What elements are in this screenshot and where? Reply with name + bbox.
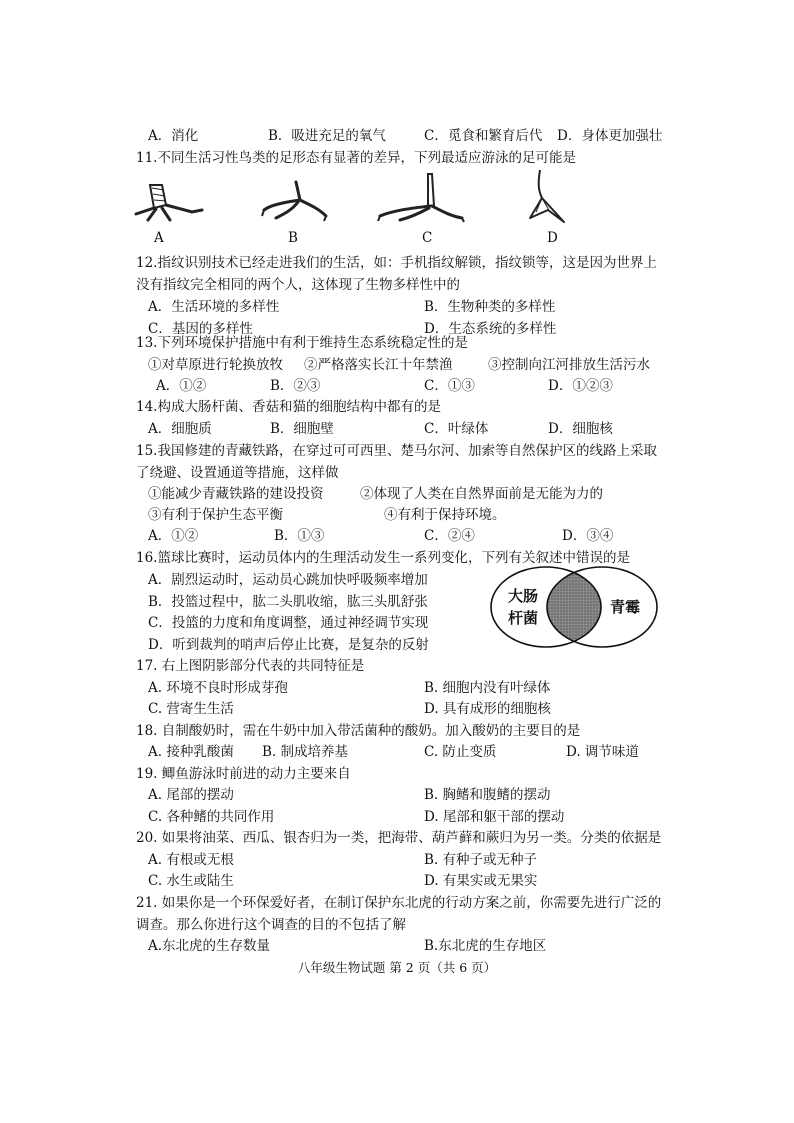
page-footer: 八年级生物试题 第 2 页（共 6 页）	[297, 960, 497, 975]
q13-option-a: A．①②	[156, 378, 207, 394]
q11-stem: 11.不同生活习性鸟类的足形态有显著的差异，下列最适应游泳的足可能是	[136, 150, 576, 166]
q10-option-d: D．身体更加强壮	[557, 128, 663, 144]
q12-stem-line1: 12.指纹识别技术已经走进我们的生活，如：手机指纹解锁，指纹锁等，这是因为世界上	[136, 255, 657, 271]
q10-option-c: C．觅食和繁育后代	[424, 128, 543, 144]
q11-label-c: C	[422, 230, 433, 246]
q19-stem: 19. 鲫鱼游泳时前进的动力主要来自	[136, 766, 351, 782]
q15-stem-line1: 15.我国修建的青藏铁路，在穿过可可西里、楚马尔河、加索等自然保护区的线路上采取	[136, 443, 657, 459]
q13-item-2: ②严格落实长江十年禁渔	[304, 357, 453, 373]
q13-option-d: D．①②③	[548, 378, 613, 394]
q13-item-1: ①对草原进行轮换放牧	[148, 357, 283, 373]
q16-option-b: B．投篮过程中，肱二头肌收缩，肱三头肌舒张	[148, 594, 428, 610]
q12-option-d: D．生态系统的多样性	[424, 321, 557, 337]
q19-option-b: B. 胸鳍和腹鳍的摆动	[424, 787, 551, 803]
venn-left-label-line2: 杆菌	[508, 609, 539, 627]
q15-option-a: A．①②	[148, 528, 199, 544]
q11-label-b: B	[288, 230, 298, 246]
bird-foot-icon	[130, 180, 210, 225]
q19-option-d: D. 尾部和躯干部的摆动	[424, 809, 565, 825]
q11-label-d: D	[547, 230, 558, 246]
webbed-foot-icon	[516, 168, 576, 226]
q15-item-3: ③有利于保护生态平衡	[148, 507, 283, 523]
q20-stem: 20. 如果将油菜、西瓜、银杏归为一类，把海带、葫芦藓和蕨归为另一类。分类的依据是	[136, 830, 662, 846]
q18-stem: 18. 自制酸奶时，需在牛奶中加入带活菌种的酸奶。加入酸奶的主要目的是	[136, 723, 581, 739]
q10-option-a: A．消化	[148, 128, 199, 144]
bird-talon-icon	[374, 172, 469, 224]
q17-option-d: D. 具有成形的细胞核	[424, 701, 551, 717]
q19-option-a: A. 尾部的摆动	[148, 787, 234, 803]
q17-option-c: C. 营寄生生活	[148, 701, 234, 717]
q18-option-b: B. 制成培养基	[262, 744, 349, 760]
q11-label-a: A	[154, 230, 164, 246]
q10-option-b: B．吸进充足的氧气	[268, 128, 386, 144]
q12-stem-line2: 没有指纹完全相同的两个人，这体现了生物多样性中的	[136, 277, 460, 293]
q20-option-d: D. 有果实或无果实	[424, 873, 538, 889]
q14-option-c: C．叶绿体	[424, 421, 489, 437]
q15-item-4: ④有利于保持环境。	[384, 507, 506, 523]
q16-option-c: C．投篮的力度和角度调整，通过神经调节实现	[148, 615, 429, 631]
q13-option-c: C．①③	[424, 378, 475, 394]
q12-option-b: B．生物种类的多样性	[424, 299, 556, 315]
q17-option-a: A. 环境不良时形成芽孢	[148, 680, 288, 696]
q15-option-c: C．②④	[424, 528, 475, 544]
q15-item-2: ②体现了人类在自然界面前是无能为力的	[360, 486, 603, 502]
q18-option-c: C. 防止变质	[424, 744, 497, 760]
q13-stem: 13.下列环境保护措施中有利于维持生态系统稳定性的是	[136, 335, 468, 351]
q13-option-b: B．②③	[270, 378, 321, 394]
q17-stem: 17. 右上图阴影部分代表的共同特征是	[136, 658, 365, 674]
q16-stem: 16.篮球比赛时，运动员体内的生理活动发生一系列变化，下列有关叙述中错误的是	[136, 550, 630, 566]
q12-option-a: A．生活环境的多样性	[148, 299, 280, 315]
q17-option-b: B. 细胞内没有叶绿体	[424, 680, 551, 696]
q16-option-a: A．剧烈运动时，运动员心跳加快呼吸频率增加	[148, 572, 428, 588]
bird-claw-icon	[258, 178, 333, 223]
q21-option-a: A.东北虎的生存数量	[148, 938, 271, 954]
q20-option-a: A. 有根或无根	[148, 852, 234, 868]
venn-right-label: 青霉	[610, 598, 641, 616]
q19-option-c: C. 各种鳍的共同作用	[148, 809, 275, 825]
q21-option-b: B.东北虎的生存地区	[424, 938, 547, 954]
q14-option-b: B．细胞壁	[270, 421, 334, 437]
q21-stem-line1: 21. 如果你是一个环保爱好者，在制订保护东北虎的行动方案之前，你需要先进行广泛的	[136, 895, 662, 911]
q18-option-d: D. 调节味道	[566, 744, 639, 760]
q15-stem-line2: 了绕避、设置通道等措施，这样做	[136, 465, 339, 481]
q14-stem: 14.构成大肠杆菌、香菇和猫的细胞结构中都有的是	[136, 399, 441, 415]
q12-option-c: C．基因的多样性	[148, 321, 253, 337]
q15-item-1: ①能减少青藏铁路的建设投资	[148, 486, 324, 502]
q15-option-b: B．①③	[274, 528, 325, 544]
q14-option-a: A．细胞质	[148, 421, 212, 437]
q18-option-a: A. 接种乳酸菌	[148, 744, 234, 760]
q15-option-d: D．③④	[562, 528, 614, 544]
q16-option-d: D．听到裁判的哨声后停止比赛，是复杂的反射	[148, 637, 429, 653]
q13-item-3: ③控制向江河排放生活污水	[488, 357, 650, 373]
venn-left-label-line1: 大肠	[508, 587, 539, 605]
q14-option-d: D．细胞核	[548, 421, 613, 437]
q20-option-b: B. 有种子或无种子	[424, 852, 538, 868]
q21-stem-line2: 调查。那么你进行这个调查的目的不包括了解	[136, 917, 406, 933]
q20-option-c: C. 水生或陆生	[148, 873, 234, 889]
